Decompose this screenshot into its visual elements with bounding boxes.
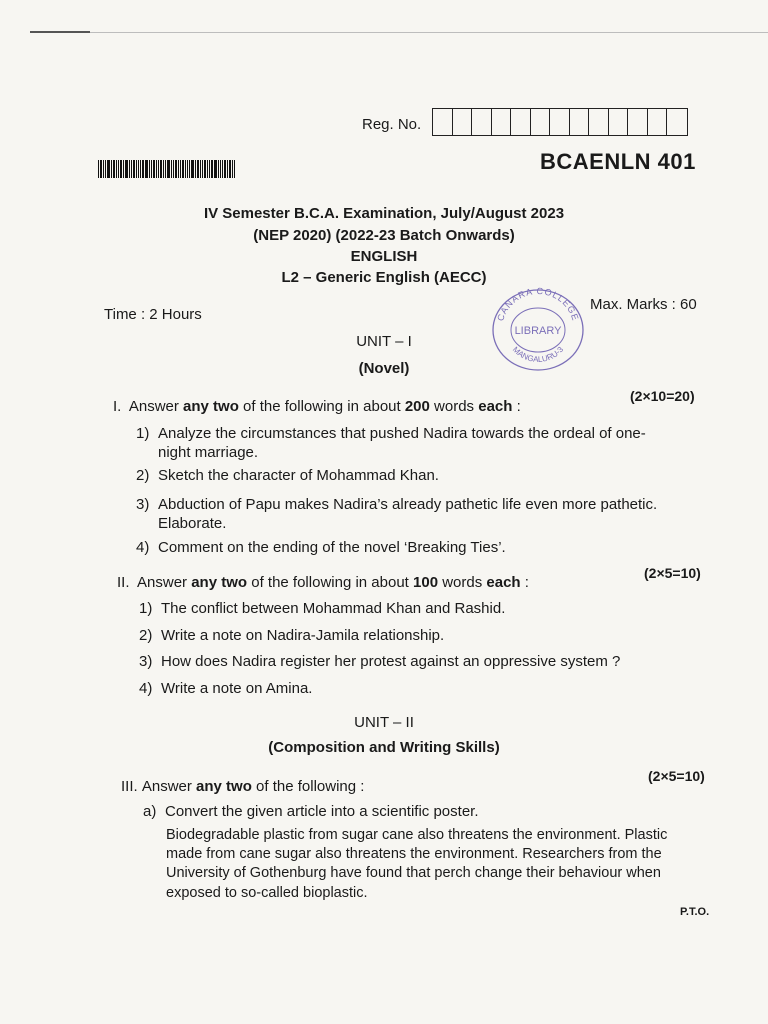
barcode — [98, 160, 262, 178]
q2-text-b: of the following in about — [247, 574, 414, 591]
q2-number: II. — [117, 574, 130, 591]
q3-article-line-4: exposed to so-called bioplastic. — [166, 885, 368, 901]
reg-box — [531, 109, 551, 135]
item-text: Comment on the ending of the novel ‘Breaking Ties’. — [158, 539, 506, 556]
barcode-bar — [173, 160, 174, 178]
barcode-bar — [197, 160, 199, 178]
barcode-bar — [105, 160, 106, 178]
barcode-bar — [156, 160, 157, 178]
reg-box — [667, 109, 687, 135]
barcode-bar — [133, 160, 135, 178]
barcode-bar — [163, 160, 164, 178]
q1-bold-b: 200 — [404, 398, 430, 415]
item-number: 2) — [139, 627, 153, 644]
q1-item-1-cont: night marriage. — [158, 444, 259, 461]
q1-item-2 — [136, 466, 439, 485]
barcode-bar — [234, 160, 235, 178]
exam-title: IV Semester B.C.A. Examination, July/August 2023 — [203, 205, 565, 222]
q1-number: I. — [113, 398, 122, 415]
q1-item-4 — [136, 538, 506, 557]
barcode-bar — [220, 160, 221, 178]
q1-marks: (2×10=20) — [630, 388, 695, 404]
paper-title: L2 – Generic English (AECC) — [281, 269, 487, 286]
barcode-bar — [111, 160, 112, 178]
barcode-bar — [138, 160, 139, 178]
q3-article-line-2: made from cane sugar also threatens the environment. Researchers from the — [166, 846, 662, 862]
barcode-bar — [149, 160, 150, 178]
barcode-bar — [185, 160, 186, 178]
item-text: Write a note on Nadira-Jamila relationship. — [161, 627, 445, 644]
q3-bold-a: any two — [196, 778, 252, 795]
q1-item-1 — [136, 424, 646, 443]
barcode-bar — [218, 160, 219, 178]
barcode-bar — [98, 160, 99, 178]
barcode-bar — [209, 160, 210, 178]
reg-box — [648, 109, 668, 135]
barcode-bar — [224, 160, 226, 178]
item-text: How does Nadira register her protest against an oppressive system ? — [161, 653, 621, 670]
barcode-bar — [191, 160, 194, 178]
q2-item-1 — [139, 599, 505, 618]
q2-item-4 — [139, 679, 312, 698]
barcode-bar — [120, 160, 122, 178]
item-number: 1) — [139, 600, 153, 617]
item-text: Sketch the character of Mohammad Khan. — [158, 467, 439, 484]
reg-box — [511, 109, 531, 135]
reg-box — [453, 109, 473, 135]
item-number: 4) — [139, 680, 153, 697]
item-number: 4) — [136, 539, 150, 556]
time-label: Time : 2 Hours — [104, 306, 202, 323]
q3-article-line-1: Biodegradable plastic from sugar cane also threatens the environment. Plastic — [166, 827, 668, 843]
barcode-bar — [100, 160, 102, 178]
unit1-subtitle: (Novel) — [358, 360, 410, 377]
stamp-bottom-text: MANGALURU-3 — [510, 344, 566, 365]
barcode-bar — [103, 160, 104, 178]
barcode-bar — [116, 160, 117, 178]
barcode-bar — [167, 160, 170, 178]
barcode-bar — [129, 160, 130, 178]
barcode-bar — [211, 160, 213, 178]
reg-box — [628, 109, 648, 135]
barcode-bar — [165, 160, 166, 178]
barcode-bar — [232, 160, 233, 178]
item-number: 1) — [136, 425, 150, 442]
q3-article-line-3: University of Gothenburg have found that perch change their behaviour when — [166, 865, 661, 881]
barcode-bar — [123, 160, 124, 178]
max-marks: Max. Marks : 60 — [590, 296, 697, 313]
q3-item-a — [143, 802, 479, 821]
item-text: Convert the given article into a scientific poster. — [165, 803, 479, 820]
item-letter: a) — [143, 803, 157, 820]
reg-box — [570, 109, 590, 135]
reg-box — [492, 109, 512, 135]
q1-text-d: : — [512, 398, 521, 415]
barcode-bar — [113, 160, 115, 178]
q1-text-b: of the following in about — [238, 398, 405, 415]
q3-text-a: Answer — [141, 778, 197, 795]
item-number: 2) — [136, 467, 150, 484]
barcode-bar — [207, 160, 208, 178]
reg-box — [550, 109, 570, 135]
barcode-bar — [175, 160, 177, 178]
barcode-bar — [151, 160, 152, 178]
unit2-title: UNIT – II — [354, 714, 414, 731]
barcode-bar — [214, 160, 217, 178]
q1-text-c: words — [429, 398, 479, 415]
barcode-bar — [153, 160, 155, 178]
barcode-bar — [182, 160, 184, 178]
barcode-bar — [189, 160, 190, 178]
unit1-title: UNIT – I — [356, 333, 412, 350]
q3-instruction — [121, 777, 364, 796]
q3-number: III. — [121, 778, 138, 795]
q2-instruction — [117, 573, 529, 592]
q2-bold-b: 100 — [413, 574, 439, 591]
item-number: 3) — [139, 653, 153, 670]
reg-box — [589, 109, 609, 135]
barcode-bar — [160, 160, 162, 178]
barcode-bar — [202, 160, 203, 178]
item-text: Analyze the circumstances that pushed Nadira towards the ordeal of one- — [158, 425, 646, 442]
barcode-bar — [136, 160, 137, 178]
barcode-bar — [204, 160, 206, 178]
item-number: 3) — [136, 496, 150, 513]
q1-text-a: Answer — [128, 398, 184, 415]
subject: ENGLISH — [350, 248, 418, 265]
barcode-bar — [180, 160, 181, 178]
q3-marks: (2×5=10) — [648, 768, 705, 784]
q1-bold-c: each — [478, 398, 513, 415]
q3-text-b: of the following : — [251, 778, 365, 795]
barcode-bar — [125, 160, 128, 178]
barcode-bar — [107, 160, 110, 178]
barcode-bar — [200, 160, 201, 178]
exam-scheme: (NEP 2020) (2022-23 Batch Onwards) — [253, 227, 515, 244]
reg-box — [472, 109, 492, 135]
top-rule-mark — [30, 31, 90, 33]
barcode-bar — [229, 160, 231, 178]
barcode-bar — [158, 160, 159, 178]
barcode-bar — [222, 160, 223, 178]
barcode-bar — [140, 160, 141, 178]
top-rule — [30, 32, 768, 33]
reg-number-boxes — [432, 108, 688, 136]
item-text: Abduction of Papu makes Nadira’s already pathetic life even more pathetic. — [158, 496, 658, 513]
barcode-bar — [171, 160, 172, 178]
reg-box — [433, 109, 453, 135]
barcode-bar — [118, 160, 119, 178]
pto-label: P.T.O. — [680, 906, 710, 918]
barcode-bar — [195, 160, 196, 178]
barcode-bar — [145, 160, 148, 178]
stamp-top-text: CANARA COLLEGE — [495, 287, 581, 323]
q2-text-c: words — [438, 574, 487, 591]
q1-item-3-cont: Elaborate. — [158, 515, 227, 532]
item-text: Write a note on Amina. — [161, 680, 313, 697]
q2-marks: (2×5=10) — [644, 565, 701, 581]
barcode-bar — [178, 160, 179, 178]
q2-bold-a: any two — [191, 574, 248, 591]
q1-item-3 — [136, 495, 657, 514]
barcode-bar — [187, 160, 188, 178]
barcode-bar — [142, 160, 144, 178]
item-text: The conflict between Mohammad Khan and Rashid. — [161, 600, 506, 617]
q1-bold-a: any two — [183, 398, 239, 415]
q2-text-a: Answer — [137, 574, 192, 591]
barcode-bar — [131, 160, 132, 178]
reg-box — [609, 109, 629, 135]
q2-bold-c: each — [486, 574, 521, 591]
stamp-center-text: LIBRARY — [514, 325, 562, 337]
q2-item-2 — [139, 626, 444, 645]
barcode-bar — [227, 160, 228, 178]
unit2-subtitle: (Composition and Writing Skills) — [268, 739, 500, 756]
q1-instruction — [113, 397, 521, 416]
q2-text-d: : — [520, 574, 529, 591]
q2-item-3 — [139, 652, 620, 671]
reg-label: Reg. No. — [362, 116, 422, 133]
paper-code: BCAENLN 401 — [540, 149, 696, 174]
